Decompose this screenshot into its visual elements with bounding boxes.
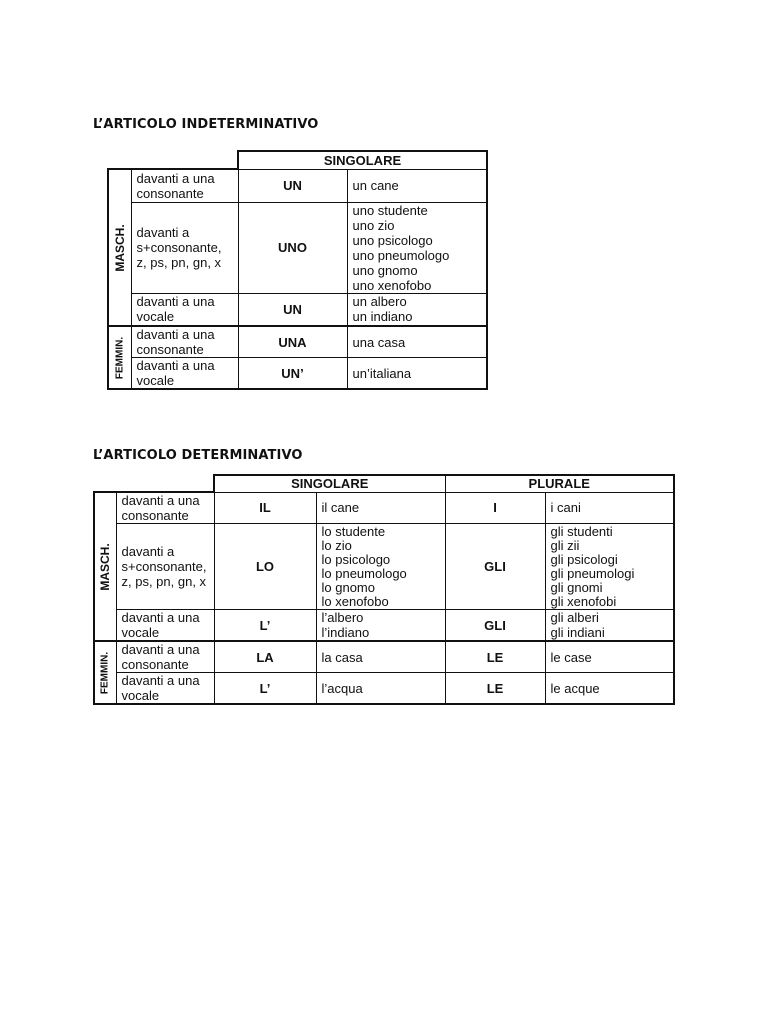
header-singolare: SINGOLARE bbox=[214, 475, 445, 492]
row-description: davanti a una consonante bbox=[131, 169, 238, 202]
header-singolare: SINGOLARE bbox=[238, 151, 487, 169]
article-cell: GLI bbox=[445, 610, 545, 642]
article-cell: L’ bbox=[214, 673, 316, 705]
example-cell: uno studente uno zio uno psicologo uno pneumologo uno gnomo uno xenofobo bbox=[347, 202, 487, 293]
example-cell: la casa bbox=[316, 641, 445, 673]
article-cell: UN bbox=[238, 293, 347, 326]
masch-label: MASCH. bbox=[94, 492, 116, 641]
article-cell: UN’ bbox=[238, 358, 347, 390]
example-cell: un cane bbox=[347, 169, 487, 202]
determinativo-title: L’ARTICOLO DETERMINATIVO bbox=[93, 448, 303, 463]
femmin-label: FEMMIN. bbox=[108, 326, 131, 389]
example-cell: le case bbox=[545, 641, 674, 673]
article-cell: IL bbox=[214, 492, 316, 524]
article-cell: UNA bbox=[238, 326, 347, 358]
header-plurale: PLURALE bbox=[445, 475, 674, 492]
example-cell: il cane bbox=[316, 492, 445, 524]
article-cell: LE bbox=[445, 673, 545, 705]
example-cell: i cani bbox=[545, 492, 674, 524]
row-description: davanti a una vocale bbox=[116, 610, 214, 642]
row-description: davanti a una vocale bbox=[131, 358, 238, 390]
indeterminativo-table bbox=[107, 150, 488, 390]
row-description: davanti a una vocale bbox=[116, 673, 214, 705]
example-cell: lo studente lo zio lo psicologo lo pneumologo lo gnomo lo xenofobo bbox=[316, 524, 445, 610]
article-cell: L’ bbox=[214, 610, 316, 642]
article-cell: UN bbox=[238, 169, 347, 202]
example-cell: l’acqua bbox=[316, 673, 445, 705]
example-cell: gli studenti gli zii gli psicologi gli pneumologi gli gnomi gli xenofobi bbox=[545, 524, 674, 610]
example-cell: un albero un indiano bbox=[347, 293, 487, 326]
article-cell: UNO bbox=[238, 202, 347, 293]
indeterminativo-title: L’ARTICOLO INDETERMINATIVO bbox=[93, 117, 319, 132]
article-cell: LE bbox=[445, 641, 545, 673]
row-description: davanti a s+consonante, z, ps, pn, gn, x bbox=[131, 202, 238, 293]
article-cell: I bbox=[445, 492, 545, 524]
row-description: davanti a una vocale bbox=[131, 293, 238, 326]
row-description: davanti a s+consonante, z, ps, pn, gn, x bbox=[116, 524, 214, 610]
row-description: davanti a una consonante bbox=[131, 326, 238, 358]
row-description: davanti a una consonante bbox=[116, 492, 214, 524]
article-cell: GLI bbox=[445, 524, 545, 610]
example-cell: una casa bbox=[347, 326, 487, 358]
article-cell: LA bbox=[214, 641, 316, 673]
example-cell: l’albero l’indiano bbox=[316, 610, 445, 642]
masch-label: MASCH. bbox=[108, 169, 131, 326]
row-description: davanti a una consonante bbox=[116, 641, 214, 673]
femmin-label: FEMMIN. bbox=[94, 641, 116, 704]
determinativo-table bbox=[93, 474, 675, 705]
article-cell: LO bbox=[214, 524, 316, 610]
example-cell: le acque bbox=[545, 673, 674, 705]
example-cell: gli alberi gli indiani bbox=[545, 610, 674, 642]
example-cell: un’italiana bbox=[347, 358, 487, 390]
